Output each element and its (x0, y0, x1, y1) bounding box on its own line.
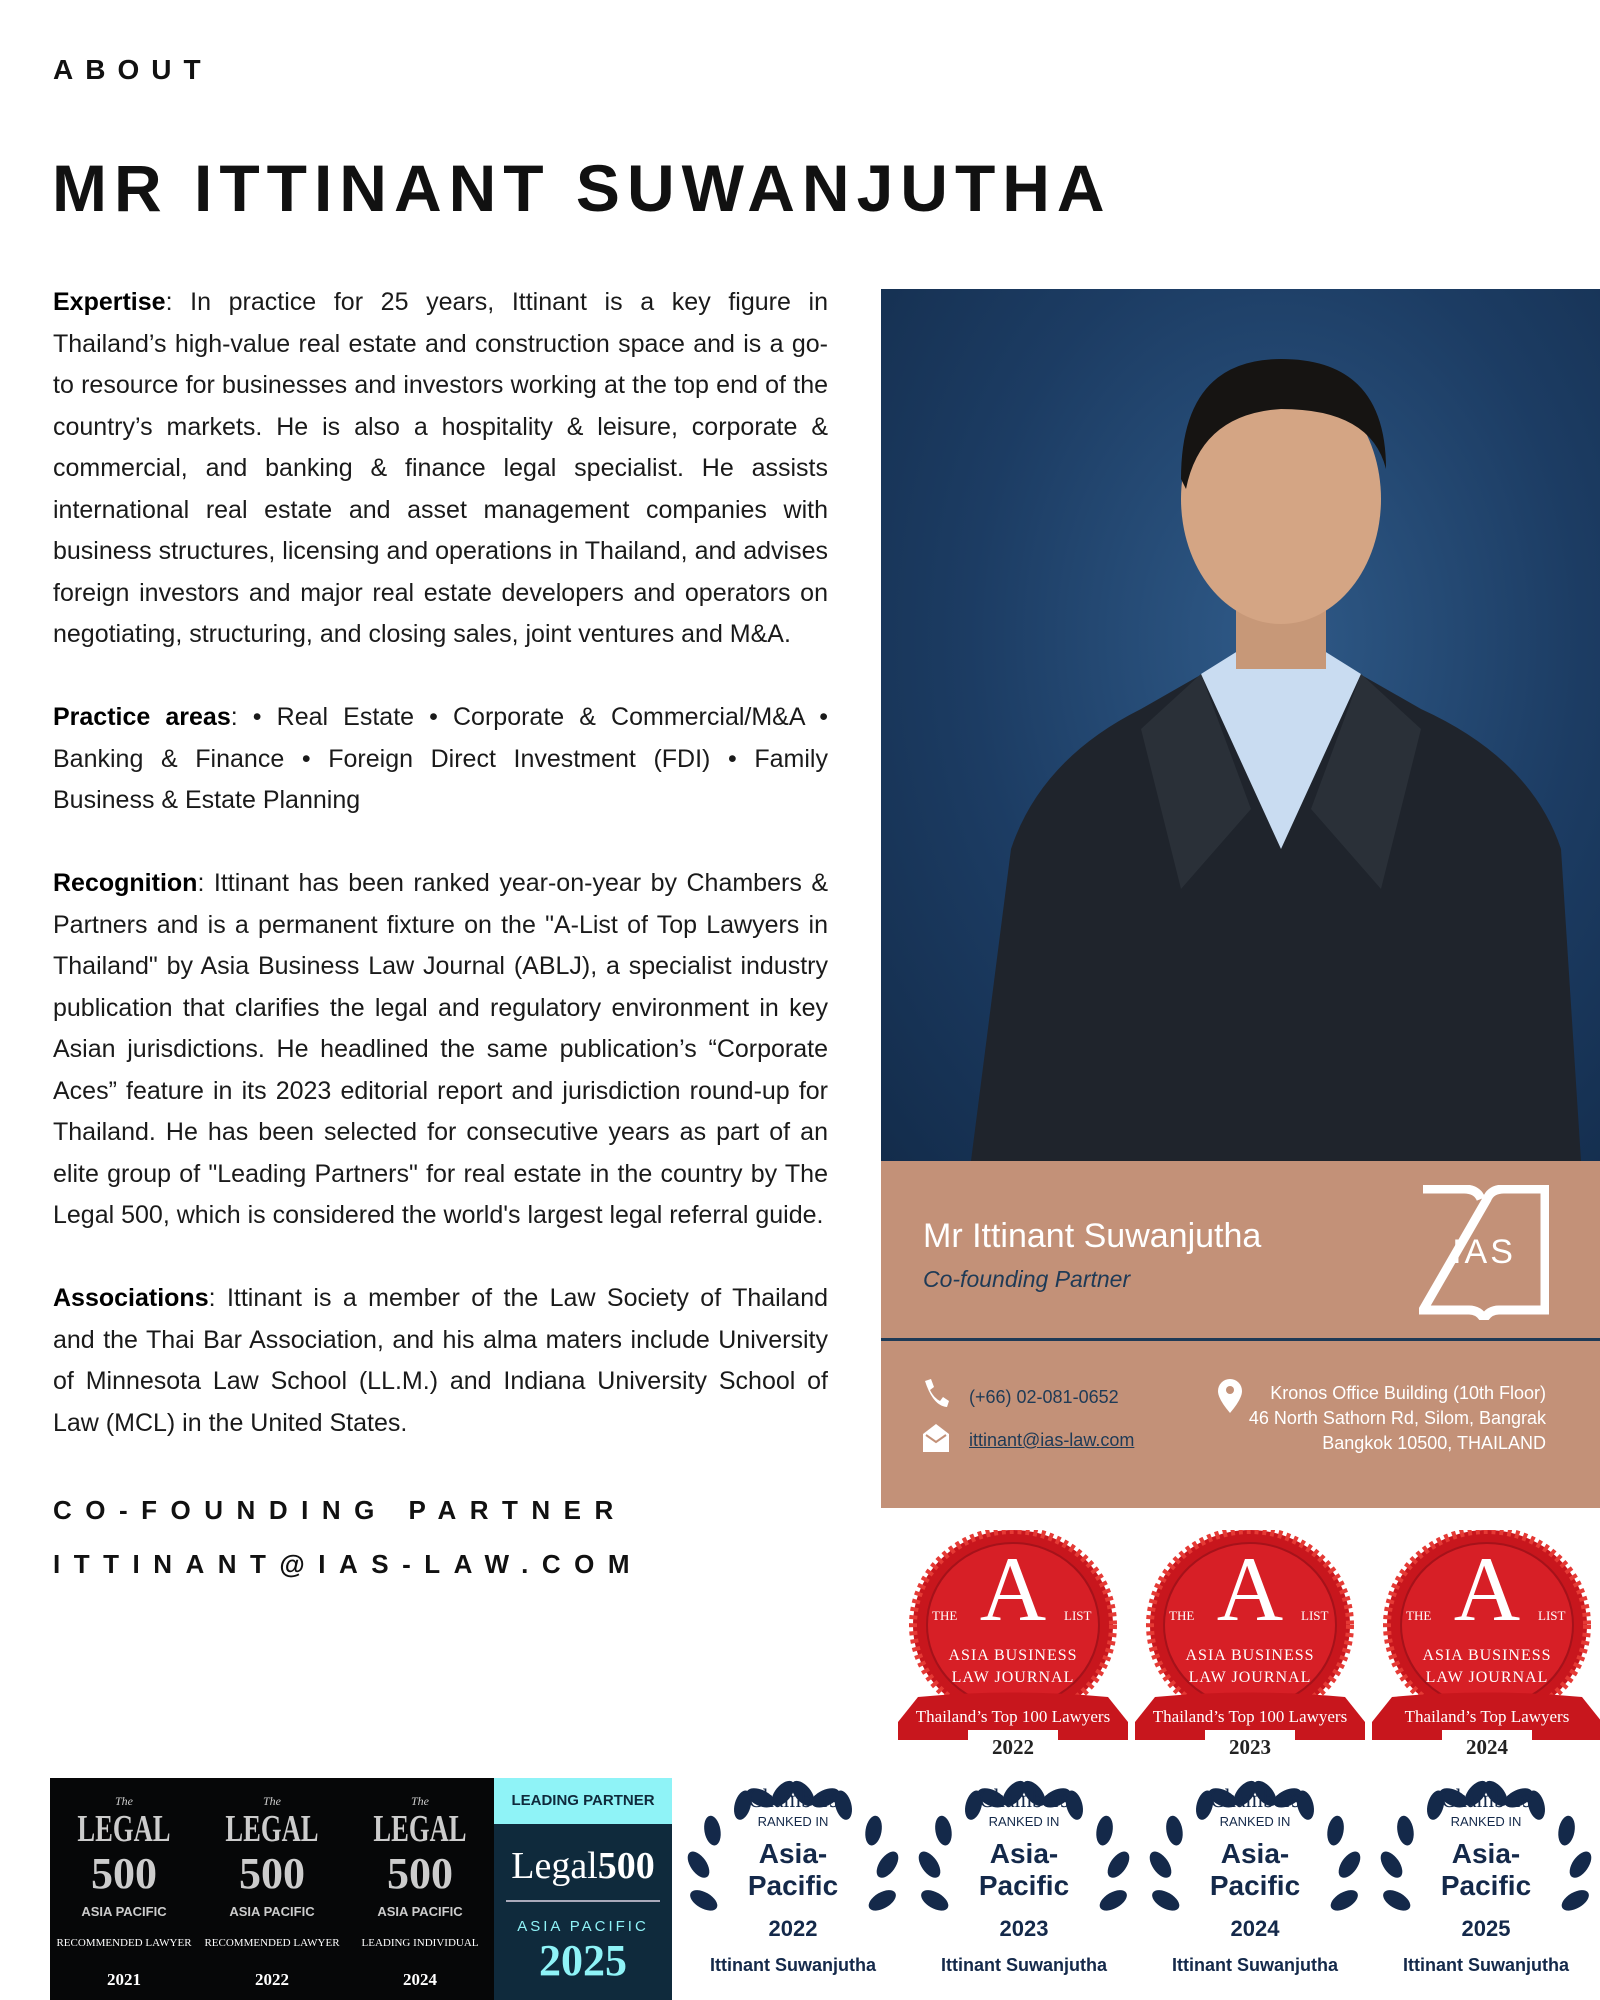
svg-text:ASIA BUSINESS: ASIA BUSINESS (948, 1647, 1078, 1664)
card-address: Kronos Office Building (10th Floor) 46 North Sathorn Rd, Silom, Bangrak Bangkok 10500, THAILAND (1248, 1383, 1546, 1453)
card-phone: (+66) 02-081-0652 (969, 1387, 1119, 1407)
svg-text:ASIA BUSINESS: ASIA BUSINESS (1185, 1647, 1315, 1664)
legal500-badge: The LEGAL 500 ASIA PACIFIC RECOMMENDED LAWYER 2022 (204, 1794, 340, 1989)
card-role: Co-founding Partner (923, 1266, 1131, 1292)
phone-icon (923, 1378, 949, 1408)
alist-ribbon: Thailand’s Top Lawyers (1404, 1707, 1570, 1726)
map-pin-icon (1218, 1379, 1242, 1413)
alist-the: THE (932, 1608, 958, 1623)
left-column (53, 282, 828, 1580)
alist-badge (1372, 1530, 1600, 1758)
envelope-icon (923, 1424, 949, 1452)
alist-list: LIST (1064, 1608, 1092, 1623)
alist-badge (898, 1530, 1128, 1758)
alist-list: LIST (1301, 1608, 1329, 1623)
bio (53, 282, 828, 1444)
svg-text:LAW JOURNAL: LAW JOURNAL (951, 1669, 1075, 1686)
svg-text:ASIA BUSINESS: ASIA BUSINESS (1422, 1647, 1552, 1664)
chambers-name: Ittinant Suwanjutha (1172, 1955, 1338, 1975)
svg-text:LAW JOURNAL: LAW JOURNAL (1188, 1669, 1312, 1686)
alist-ribbon: Thailand’s Top 100 Lawyers (1152, 1707, 1348, 1726)
chambers-name: Ittinant Suwanjutha (1403, 1955, 1569, 1975)
alist-year: 2024 (1466, 1735, 1508, 1758)
card-divider (881, 1338, 1600, 1341)
alist-year: 2022 (992, 1735, 1034, 1758)
portrait-photo (881, 289, 1600, 1161)
chambers-badge: Chambers RANKED IN Asia- Pacific 2024 Ittinant Suwanjutha (1139, 1778, 1371, 2000)
legal500-badges (50, 1778, 494, 2000)
legal500-badge: The LEGAL 500 ASIA PACIFIC LEADING INDIVIDUAL 2024 (361, 1794, 479, 1989)
alist-ribbon: Thailand’s Top 100 Lawyers (915, 1707, 1111, 1726)
chambers-badge: Chambers RANKED IN Asia- Pacific 2022 Ittinant Suwanjutha (677, 1778, 909, 2000)
card-email-link[interactable]: ittinant@ias-law.com (969, 1430, 1135, 1450)
alist-year: 2023 (1229, 1735, 1271, 1758)
chambers-badge: Chambers RANKED IN Asia- Pacific 2025 Ittinant Suwanjutha (1370, 1778, 1600, 2000)
bio-associations: Associations: Ittinant is a member of the Law Society of Thailand and the Thai Bar Association, and his alma maters include University of Minnesota Law School (LL.M.) and Indiana University School of Law (MCL) in the United States. (53, 1284, 828, 1437)
alist-letter: A (1216, 1538, 1284, 1640)
chambers-name: Ittinant Suwanjutha (710, 1955, 876, 1975)
bio-expertise: Expertise: In practice for 25 years, Ittinant is a key figure in Thailand’s high-value real estate and construction space and is a go-to resource for businesses and investors working at the top end of the country’s markets. He is also a hospitality & leisure, corporate & commercial, and banking & finance legal specialist. He assists international real estate and asset management companies with business structures, licensing and operations in Thailand, and advises foreign investors and major real estate developers and operators on negotiating, structuring, and closing sales, joint ventures and M&A. (53, 288, 828, 648)
bio-recognition: Recognition: Ittinant has been ranked year-on-year by Chambers & Partners and is a permanent fixture on the "A-List of Top Lawyers in Thailand" by Asia Business Law Journal (ABLJ), a specialist industry publication that clarifies the legal and regulatory environment in key Asian jurisdictions. He headlined the same publication’s “Corporate Aces” feature in its 2023 editorial report and jurisdiction round-up for Thailand. He has been selected for consecutive years as part of an elite group of "Leading Partners" for real estate in the country by The Legal 500, which is considered the world's largest legal referral guide. (53, 869, 828, 1229)
legal500-leading-partner-badge: LEADING PARTNER Legal500 ASIA PACIFIC 2025 (494, 1778, 672, 2000)
section-label: ABOUT (53, 54, 213, 85)
chambers-name: Ittinant Suwanjutha (941, 1955, 1107, 1975)
contact-card (881, 1161, 1600, 1508)
svg-text:IAS: IAS (1452, 1233, 1516, 1271)
position-label: CO-FOUNDING PARTNER (53, 1495, 627, 1525)
email-label[interactable]: ITTINANT@IAS-LAW.COM (53, 1549, 643, 1579)
alist-list: LIST (1538, 1608, 1566, 1623)
page-title: MR ITTINANT SUWANJUTHA (52, 151, 1112, 225)
chambers-badge: Chambers RANKED IN Asia- Pacific 2023 Ittinant Suwanjutha (908, 1778, 1140, 2000)
svg-text:LAW JOURNAL: LAW JOURNAL (1425, 1669, 1549, 1686)
legal500-badge: The LEGAL 500 ASIA PACIFIC RECOMMENDED LAWYER 2021 (56, 1794, 192, 1989)
card-name: Mr Ittinant Suwanjutha (923, 1217, 1262, 1255)
alist-letter: A (1453, 1538, 1521, 1640)
bio-practice-areas: Practice areas: • Real Estate • Corporate & Commercial/M&A • Banking & Finance • Foreign Direct Investment (FDI) • Family Business & Estate Planning (53, 703, 828, 814)
ias-logo (1419, 1185, 1549, 1320)
alist-badge (1135, 1530, 1365, 1758)
alist-letter: A (979, 1538, 1047, 1640)
alist-the: THE (1406, 1608, 1432, 1623)
alist-the: THE (1169, 1608, 1195, 1623)
